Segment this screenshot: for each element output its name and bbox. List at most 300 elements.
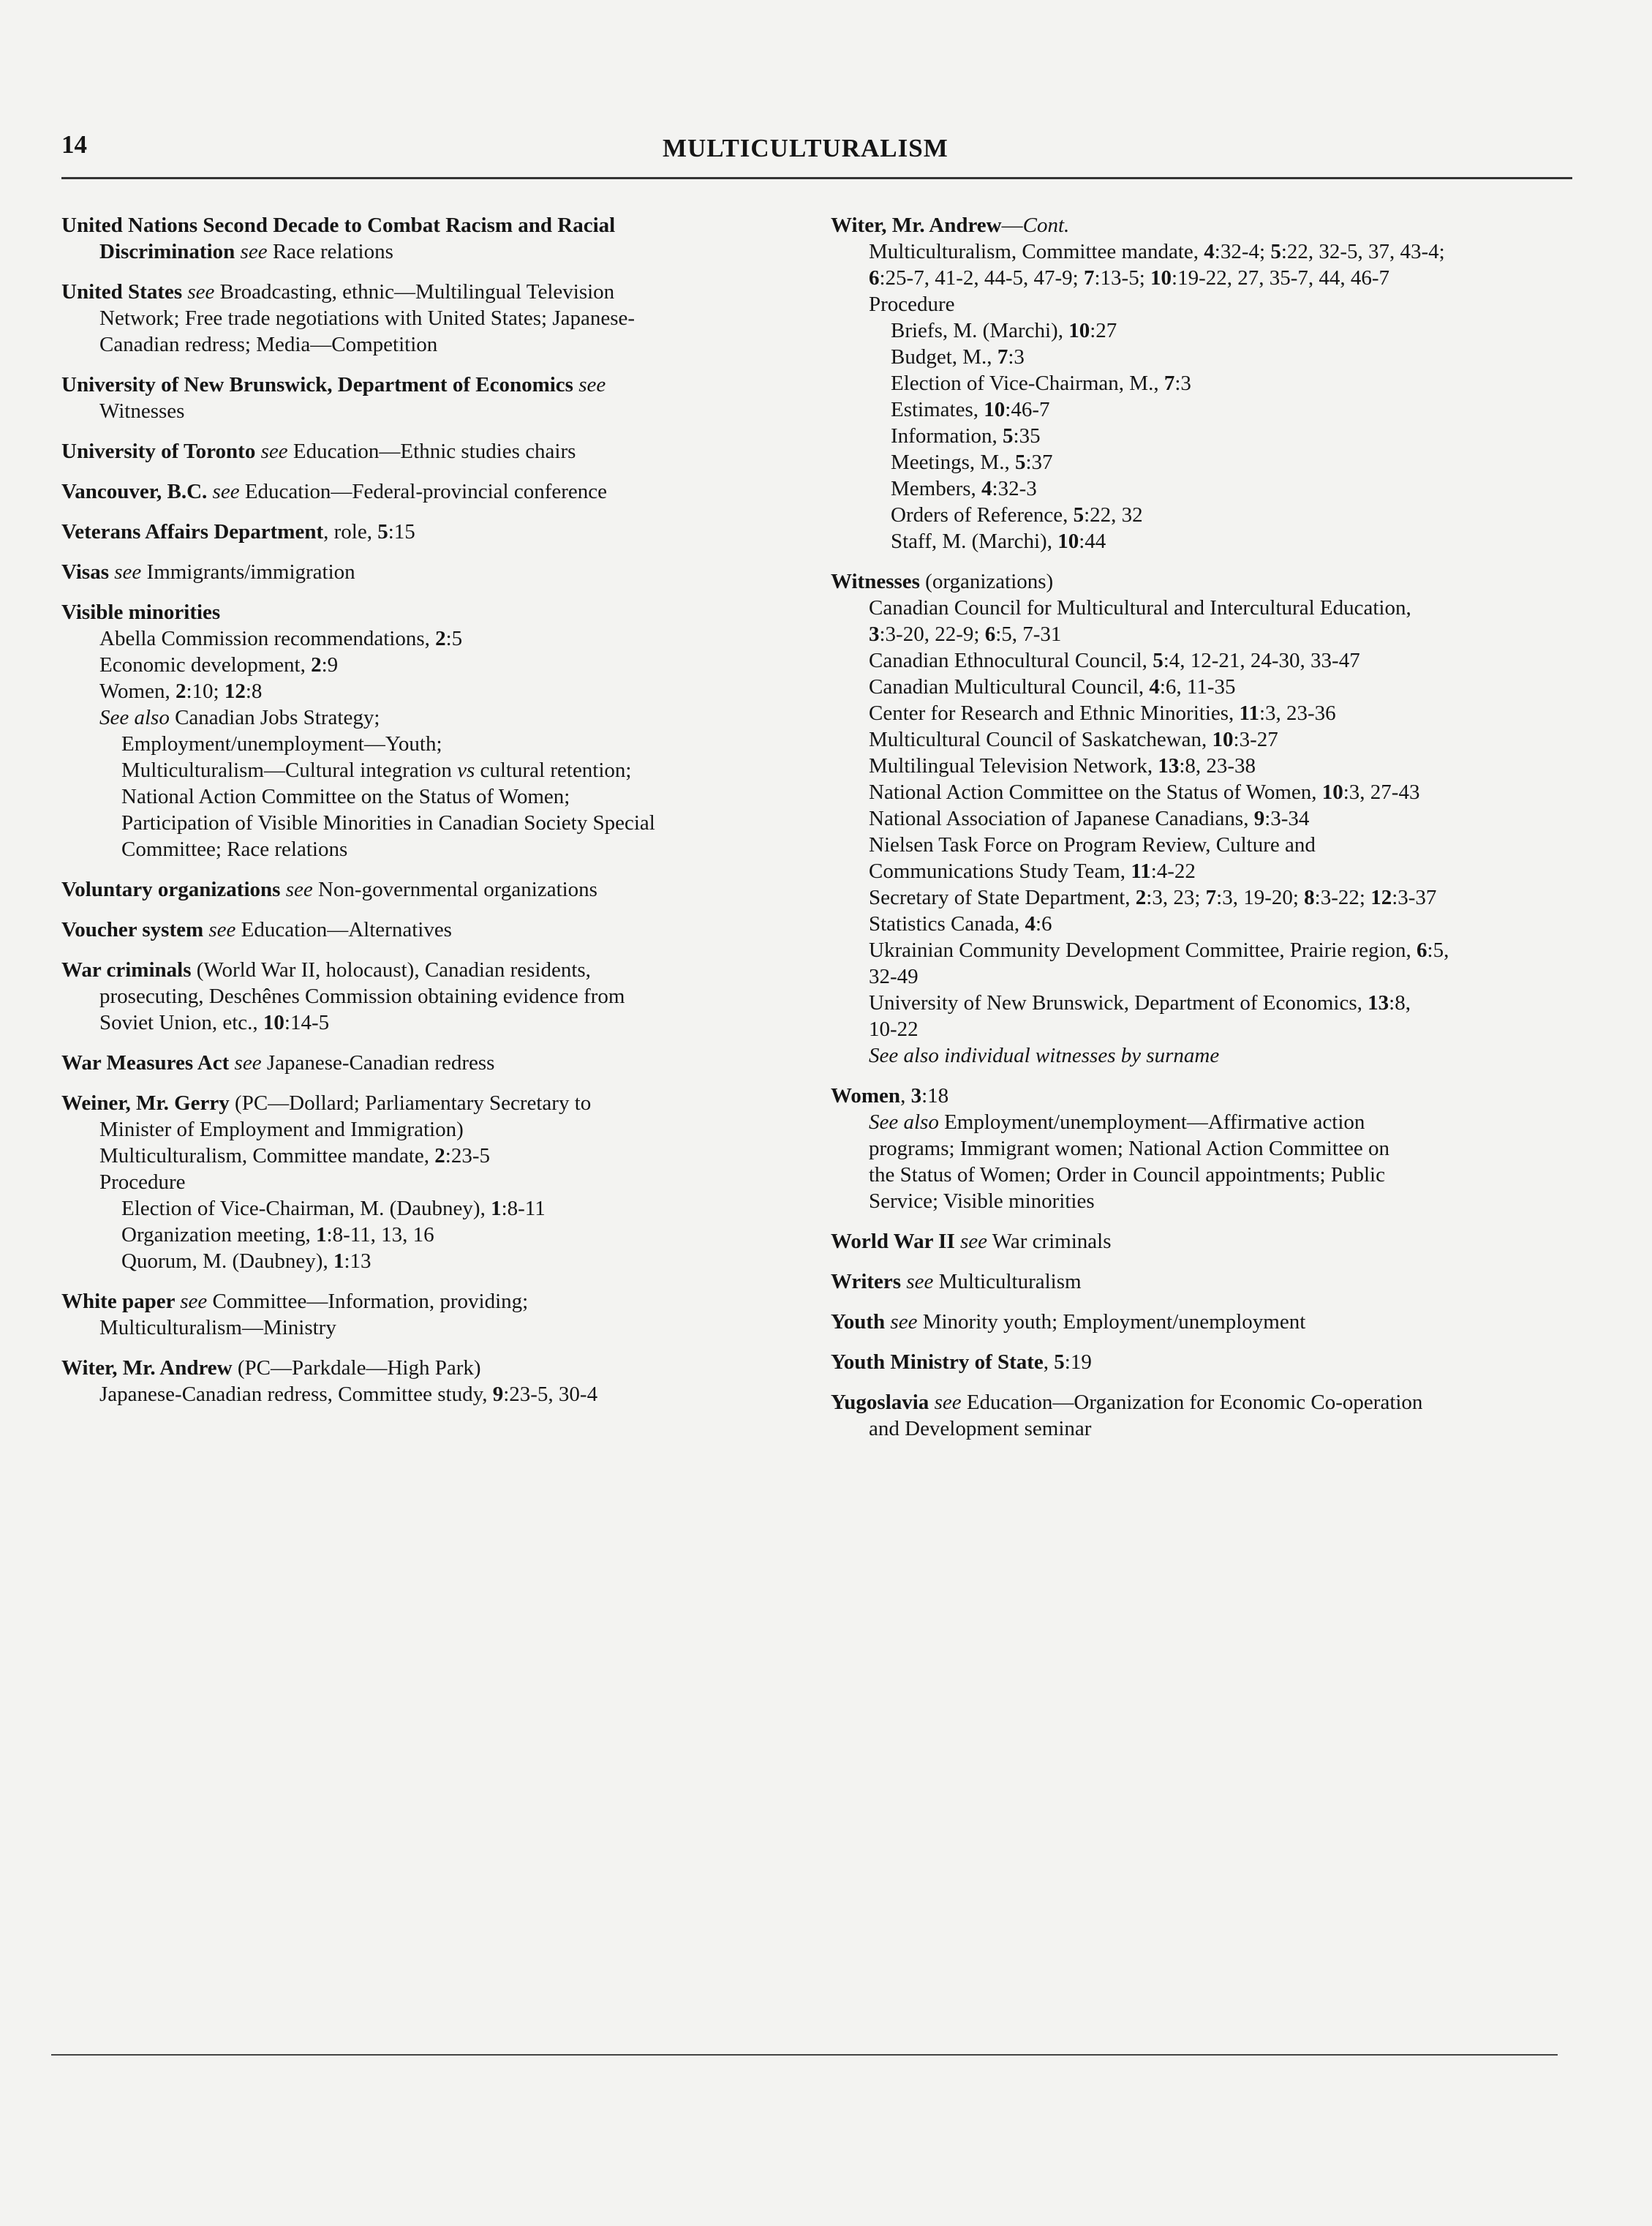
bold-text: Women [831, 1084, 901, 1108]
bold-text: Discrimination [99, 240, 241, 263]
index-entry [61, 876, 822, 903]
bold-text: 6 [984, 623, 996, 646]
text: :3 [1008, 345, 1025, 369]
text: , [1043, 1350, 1055, 1374]
italic-text: see [212, 480, 240, 503]
index-subentry-line [831, 502, 1572, 528]
index-heading-line [61, 917, 822, 943]
text: , role, [323, 520, 378, 544]
index-heading-line [831, 1228, 1572, 1255]
index-heading-line [61, 519, 822, 545]
text: (World War II, holocaust), Canadian residents, [191, 958, 591, 982]
index-subentry-line [61, 398, 822, 424]
text: National Association of Japanese Canadians, [869, 807, 1254, 830]
italic-text: See also [869, 1110, 939, 1134]
index-subentry-line [831, 344, 1572, 370]
text: Women, [99, 680, 176, 703]
italic-text: Cont. [1022, 214, 1070, 237]
index-subentry-line [831, 911, 1572, 937]
text: Canadian Council for Multicultural and Intercultural Education, [869, 596, 1411, 620]
text: 32-49 [869, 965, 919, 988]
italic-text: see [114, 560, 142, 584]
index-subentry-line [831, 423, 1572, 449]
bold-text: Voucher system [61, 918, 209, 941]
italic-text: vs [457, 759, 475, 782]
index-entry [831, 1349, 1572, 1375]
bold-text: 5 [1014, 451, 1026, 474]
index-subentry-line [831, 1162, 1572, 1188]
index-heading-line [61, 1288, 822, 1315]
footer-rule [51, 2054, 1558, 2056]
text: Multiculturalism—Cultural integration [121, 759, 458, 782]
text: Service; Visible minorities [869, 1189, 1095, 1213]
bold-text: 1 [491, 1197, 502, 1220]
index-heading-line [831, 1389, 1572, 1415]
text: :27 [1090, 319, 1117, 342]
text: War criminals [987, 1230, 1112, 1253]
bold-text: Vancouver, B.C. [61, 480, 213, 503]
index-heading-line [61, 957, 822, 983]
bold-text: 13 [1158, 754, 1180, 778]
index-subentry-line [831, 963, 1572, 990]
text: Budget, M., [891, 345, 997, 369]
text: National Action Committee on the Status of Women, [869, 781, 1322, 804]
italic-text: see [906, 1270, 934, 1293]
text: , [900, 1084, 911, 1108]
index-subentry-line [831, 805, 1572, 832]
index-subentry-line [831, 726, 1572, 753]
index-subentry-line [61, 731, 822, 757]
bold-text: 6 [869, 266, 880, 290]
index-subentry-line [61, 1143, 822, 1169]
index-subentry-line [61, 1116, 822, 1143]
text: (PC—Parkdale—High Park) [232, 1356, 481, 1380]
bold-text: 3 [910, 1084, 922, 1108]
italic-text: See also individual witnesses by surname [869, 1044, 1220, 1067]
text: :3, 23; [1146, 886, 1206, 909]
text: Center for Research and Ethnic Minorities, [869, 702, 1240, 725]
bold-text: 4 [1149, 675, 1160, 699]
bold-text: War Measures Act [61, 1051, 235, 1075]
index-heading-line [61, 1090, 822, 1116]
bold-text: 5 [1073, 503, 1085, 527]
index-subentry-line [61, 305, 822, 331]
index-column-right [831, 212, 1572, 1456]
index-subentry-line [831, 1415, 1572, 1442]
index-heading-line [831, 568, 1572, 595]
page-number: 14 [61, 130, 87, 159]
text: University of New Brunswick, Department of Economics, [869, 991, 1368, 1015]
bold-text: Veterans Affairs Department [61, 520, 324, 544]
bold-text: Youth Ministry of State [831, 1350, 1044, 1374]
text: :3-27 [1233, 728, 1278, 751]
text: :4, 12-21, 24-30, 33-47 [1163, 649, 1360, 672]
text: Multiculturalism, Committee mandate, [99, 1144, 435, 1167]
text: Education—Federal-provincial conference [239, 480, 607, 503]
index-entry [61, 599, 822, 862]
index-subentry-line [831, 595, 1572, 621]
index-heading-line [61, 559, 822, 585]
bold-text: 5 [377, 520, 388, 544]
text: Minority youth; Employment/unemployment [917, 1310, 1306, 1334]
bold-text: United Nations Second Decade to Combat Racism and Racial [61, 214, 616, 237]
index-subentry-line [61, 1169, 822, 1195]
italic-text: see [260, 440, 288, 463]
bold-text: War criminals [61, 958, 192, 982]
index-subentry-line [831, 528, 1572, 554]
index-entry [61, 478, 822, 505]
bold-text: 9 [492, 1383, 504, 1406]
text: — [1001, 214, 1023, 237]
bold-text: 8 [1304, 886, 1315, 909]
text: :22, 32 [1084, 503, 1143, 527]
index-entry [61, 438, 822, 465]
text: Japanese-Canadian redress, Committee study, [99, 1383, 493, 1406]
index-heading-line [831, 1268, 1572, 1295]
index-heading-line [831, 1083, 1572, 1109]
bold-text: 10 [1321, 781, 1343, 804]
italic-text: see [234, 1051, 262, 1075]
text: Minister of Employment and Immigration) [99, 1118, 464, 1141]
bold-text: University of New Brunswick, Department of Economics [61, 373, 579, 396]
text: Education—Alternatives [235, 918, 452, 941]
text: Broadcasting, ethnic—Multilingual Television [214, 280, 615, 304]
text: Race relations [267, 240, 393, 263]
text: :13-5; [1094, 266, 1151, 290]
text: :32-4; [1214, 240, 1271, 263]
text: Estimates, [891, 398, 984, 421]
index-entry [831, 1228, 1572, 1255]
index-subentry-line [831, 990, 1572, 1016]
text: prosecuting, Deschênes Commission obtaining evidence from [99, 985, 625, 1008]
text: Multilingual Television Network, [869, 754, 1158, 778]
index-entry [831, 1083, 1572, 1214]
italic-text: see [960, 1230, 988, 1253]
index-subentry-line [831, 238, 1572, 265]
italic-text: see [890, 1310, 918, 1334]
index-subentry-line [61, 1009, 822, 1036]
text: :3-20, 22-9; [879, 623, 985, 646]
text: Participation of Visible Minorities in Canadian Society Special [121, 811, 655, 835]
text: Organization meeting, [121, 1223, 317, 1247]
bold-text: 12 [224, 680, 246, 703]
index-entry [61, 1090, 822, 1274]
text: :3 [1174, 372, 1191, 395]
italic-text: see [934, 1391, 962, 1414]
index-subentry-line [831, 621, 1572, 647]
index-entry [61, 212, 822, 265]
index-heading-line [831, 1349, 1572, 1375]
bold-text: 5 [1003, 424, 1014, 448]
text: Employment/unemployment—Affirmative action [938, 1110, 1365, 1134]
index-subentry-line [61, 238, 822, 265]
index-subentry-line [831, 265, 1572, 291]
index-entry [61, 372, 822, 424]
text: :3-34 [1264, 807, 1310, 830]
bold-text: Writers [831, 1270, 907, 1293]
index-entry [831, 1389, 1572, 1442]
text: :5, [1427, 939, 1449, 962]
text: :8 [245, 680, 263, 703]
italic-text: See also [99, 706, 170, 729]
text: Immigrants/immigration [141, 560, 355, 584]
index-subentry-line [831, 396, 1572, 423]
index-subentry-line [61, 678, 822, 704]
text: (organizations) [919, 570, 1054, 593]
index-entry [61, 1288, 822, 1341]
index-subentry-line [61, 783, 822, 810]
text: Meetings, M., [891, 451, 1015, 474]
text: :25-7, 41-2, 44-5, 47-9; [879, 266, 1084, 290]
index-heading-line [61, 876, 822, 903]
bold-text: 13 [1368, 991, 1389, 1015]
text: :35 [1013, 424, 1041, 448]
text: :3-37 [1392, 886, 1437, 909]
bold-text: 10 [263, 1011, 284, 1034]
text: Committee—Information, providing; [207, 1290, 529, 1313]
text: (PC—Dollard; Parliamentary Secretary to [229, 1091, 592, 1115]
text: :19 [1064, 1350, 1092, 1374]
text: Japanese-Canadian redress [261, 1051, 495, 1075]
text: :8-11, 13, 16 [326, 1223, 434, 1247]
index-entry [61, 519, 822, 545]
text: :4-22 [1150, 860, 1196, 883]
index-subentry-line [61, 652, 822, 678]
bold-text: 6 [1417, 939, 1427, 962]
italic-text: see [187, 280, 215, 304]
italic-text: see [180, 1290, 208, 1313]
text: :9 [321, 653, 339, 677]
bold-text: 2 [311, 653, 322, 677]
bold-text: 12 [1370, 886, 1392, 909]
bold-text: United States [61, 280, 188, 304]
text: Canadian redress; Media—Competition [99, 333, 438, 356]
index-subentry-line [61, 625, 822, 652]
index-subentry-line [831, 1135, 1572, 1162]
index-entry [61, 279, 822, 358]
text: :19-22, 27, 35-7, 44, 46-7 [1172, 266, 1390, 290]
bold-text: Yugoslavia [831, 1391, 935, 1414]
text: programs; Immigrant women; National Action Committee on [869, 1137, 1389, 1160]
bold-text: 2 [435, 627, 446, 650]
index-subentry-line [61, 983, 822, 1009]
bold-text: 2 [434, 1144, 445, 1167]
bold-text: 3 [869, 623, 880, 646]
text: :6 [1035, 912, 1052, 936]
bold-text: 10 [984, 398, 1006, 421]
bold-text: 7 [1084, 266, 1095, 290]
index-heading-line [61, 438, 822, 465]
text: Ukrainian Community Development Committee, Prairie region, [869, 939, 1417, 962]
bold-text: 7 [1163, 372, 1175, 395]
bold-text: 10 [1150, 266, 1172, 290]
bold-text: Voluntary organizations [61, 878, 286, 901]
index-subentry-line [831, 370, 1572, 396]
index-subentry-line [831, 753, 1572, 779]
index-entry [831, 212, 1572, 554]
index-subentry-line [831, 291, 1572, 317]
index-subentry-line [831, 1109, 1572, 1135]
text: :6, 11-35 [1159, 675, 1236, 699]
index-column-left [61, 212, 822, 1421]
text: Employment/unemployment—Youth; [121, 732, 442, 756]
text: Economic development, [99, 653, 312, 677]
index-entry [61, 1355, 822, 1407]
index-subentry-line [61, 1315, 822, 1341]
text: Procedure [99, 1170, 186, 1194]
text: and Development seminar [869, 1417, 1092, 1440]
bold-text: 10 [1057, 530, 1079, 553]
bold-text: Witer, Mr. Andrew [61, 1356, 233, 1380]
index-subentry-line [831, 647, 1572, 674]
text: Nielsen Task Force on Program Review, Culture and [869, 833, 1316, 857]
index-heading-line [61, 279, 822, 305]
italic-text: see [208, 918, 236, 941]
index-heading-line [61, 599, 822, 625]
bold-text: Witer, Mr. Andrew [831, 214, 1002, 237]
text: Statistics Canada, [869, 912, 1025, 936]
index-heading-line [61, 1355, 822, 1381]
text: :5, 7-31 [995, 623, 1062, 646]
text: Staff, M. (Marchi), [891, 530, 1058, 553]
text: the Status of Women; Order in Council appointments; Public [869, 1163, 1385, 1187]
bold-text: White paper [61, 1290, 181, 1313]
text: Multicultural Council of Saskatchewan, [869, 728, 1212, 751]
text: :18 [921, 1084, 949, 1108]
index-entry [831, 568, 1572, 1069]
bold-text: 11 [1239, 702, 1259, 725]
text: :3, 27-43 [1343, 781, 1420, 804]
index-heading-line [61, 1050, 822, 1076]
bold-text: University of Toronto [61, 440, 261, 463]
index-subentry-line [831, 700, 1572, 726]
index-subentry-line [831, 779, 1572, 805]
italic-text: see [285, 878, 313, 901]
text: :5 [445, 627, 463, 650]
text: :13 [344, 1249, 371, 1273]
text: :8-11 [501, 1197, 546, 1220]
text: :8, 23-38 [1179, 754, 1256, 778]
index-subentry-line [831, 884, 1572, 911]
bold-text: 5 [1054, 1350, 1065, 1374]
text: Election of Vice-Chairman, M., [891, 372, 1164, 395]
text: :10; [186, 680, 225, 703]
text: 10-22 [869, 1018, 919, 1041]
index-subentry-line [831, 1016, 1572, 1042]
index-subentry-line [61, 1381, 822, 1407]
bold-text: 10 [1212, 728, 1234, 751]
bold-text: 4 [1204, 240, 1215, 263]
text: Soviet Union, etc., [99, 1011, 263, 1034]
bold-text: 4 [1025, 912, 1036, 936]
text: Election of Vice-Chairman, M. (Daubney), [121, 1197, 491, 1220]
italic-text: see [578, 373, 606, 396]
bold-text: 5 [1270, 240, 1281, 263]
index-entry [831, 1268, 1572, 1295]
bold-text: 1 [316, 1223, 327, 1247]
index-subentry-line [831, 674, 1572, 700]
bold-text: 7 [997, 345, 1008, 369]
text: cultural retention; [475, 759, 632, 782]
bold-text: Youth [831, 1310, 891, 1334]
text: :32-3 [992, 477, 1037, 500]
text: Multiculturalism, Committee mandate, [869, 240, 1204, 263]
text: Multiculturalism—Ministry [99, 1316, 336, 1339]
index-subentry-line [831, 449, 1572, 475]
bold-text: 5 [1153, 649, 1163, 672]
text: Secretary of State Department, [869, 886, 1136, 909]
index-heading-line [831, 1309, 1572, 1335]
index-heading-line [61, 212, 822, 238]
bold-text: World War II [831, 1230, 961, 1253]
index-subentry-line [831, 1042, 1572, 1069]
index-subentry-line [61, 1248, 822, 1274]
index-subentry-line [831, 858, 1572, 884]
index-subentry-line [831, 832, 1572, 858]
text: :3, 19-20; [1216, 886, 1305, 909]
index-subentry-line [831, 317, 1572, 344]
index-entry [61, 957, 822, 1036]
text: :14-5 [284, 1011, 330, 1034]
running-head: MULTICULTURALISM [663, 134, 948, 162]
index-subentry-line [61, 331, 822, 358]
text: Communications Study Team, [869, 860, 1131, 883]
text: Witnesses [99, 399, 185, 423]
text: :15 [388, 520, 415, 544]
bold-text: 2 [175, 680, 186, 703]
index-subentry-line [61, 1195, 822, 1222]
bold-text: 1 [333, 1249, 344, 1273]
text: :22, 32-5, 37, 43-4; [1281, 240, 1445, 263]
text: Information, [891, 424, 1003, 448]
text: Quorum, M. (Daubney), [121, 1249, 333, 1273]
index-subentry-line [831, 475, 1572, 502]
text: Canadian Jobs Strategy; [169, 706, 380, 729]
bold-text: 4 [981, 477, 992, 500]
index-subentry-line [61, 757, 822, 783]
text: Education—Organization for Economic Co-operation [961, 1391, 1423, 1414]
index-entry [61, 559, 822, 585]
text: :3, 23-36 [1259, 702, 1336, 725]
text: Orders of Reference, [891, 503, 1074, 527]
bold-text: Weiner, Mr. Gerry [61, 1091, 230, 1115]
text: Canadian Ethnocultural Council, [869, 649, 1153, 672]
bold-text: 11 [1131, 860, 1151, 883]
text: :44 [1079, 530, 1106, 553]
text: Education—Ethnic studies chairs [287, 440, 576, 463]
index-heading-line [831, 212, 1572, 238]
text: Network; Free trade negotiations with United States; Japanese- [99, 307, 635, 330]
index-subentry-line [61, 1222, 822, 1248]
bold-text: Witnesses [831, 570, 920, 593]
bold-text: 9 [1253, 807, 1265, 830]
text: Multiculturalism [933, 1270, 1082, 1293]
index-subentry-line [61, 810, 822, 836]
text: Procedure [869, 293, 955, 316]
index-entry [61, 917, 822, 943]
bold-text: 7 [1205, 886, 1217, 909]
text: Committee; Race relations [121, 838, 348, 861]
index-heading-line [61, 372, 822, 398]
text: Briefs, M. (Marchi), [891, 319, 1069, 342]
text: :23-5, 30-4 [503, 1383, 598, 1406]
text: :46-7 [1005, 398, 1050, 421]
text: :3-22; [1314, 886, 1371, 909]
text: :37 [1025, 451, 1053, 474]
index-subentry-line [831, 1188, 1572, 1214]
italic-text: see [240, 240, 268, 263]
index-subentry-line [831, 937, 1572, 963]
